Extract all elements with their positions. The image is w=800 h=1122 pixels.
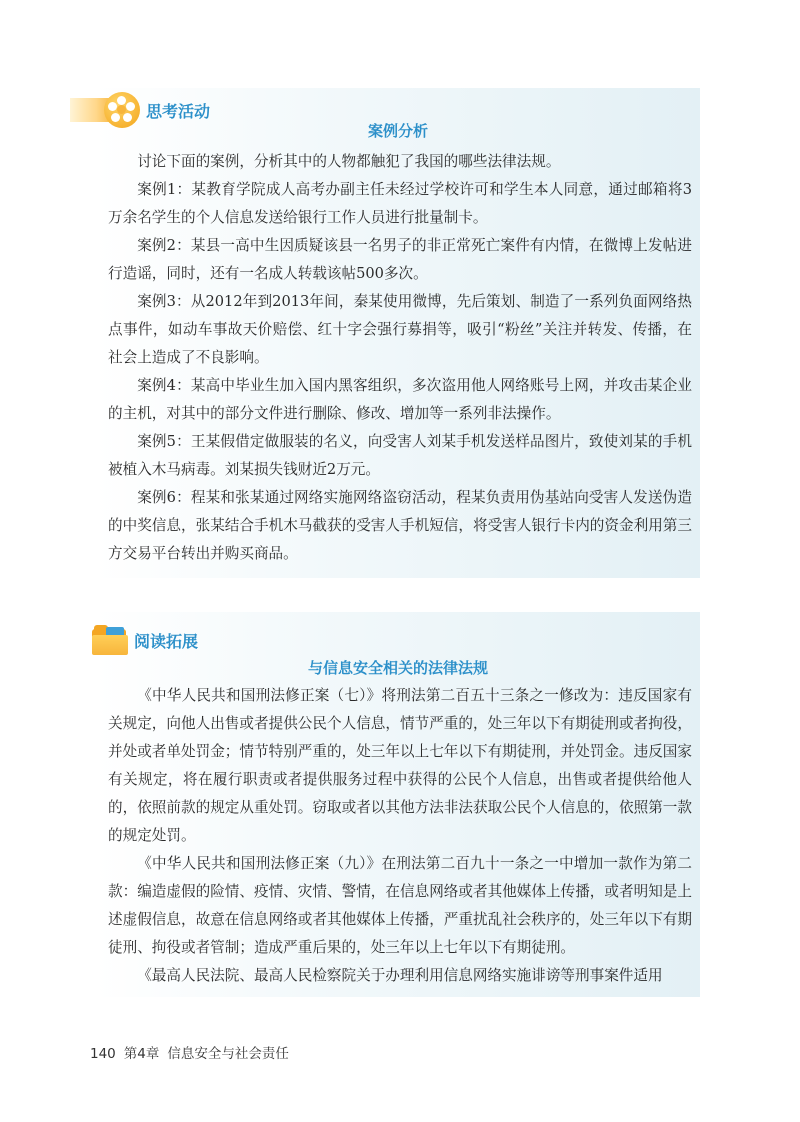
law-text <box>108 682 692 990</box>
folder-icon <box>92 625 128 655</box>
case-analysis-title: 案例分析 <box>367 122 428 140</box>
case-list <box>108 148 692 568</box>
think-activity-title: 思考活动 <box>146 101 211 121</box>
laws-title: 与信息安全相关的法律法规 <box>307 659 488 677</box>
chapter-label: 第4章 <box>123 1046 160 1062</box>
case-3: 案例3：从2012年到2013年间，秦某使用微博，先后策划、制造了一系列负面网络热点事件，如动车事故天价赔偿、红十字会强行募捐等，吸引“粉丝”关注并转发、传播，在社会上造成了不良影响。 <box>108 293 692 366</box>
case-4: 案例4：某高中毕业生加入国内黑客组织，多次盗用他人网络账号上网，并攻击某企业的主机，对其中的部分文件进行删除、修改、增加等一系列非法操作。 <box>108 377 692 422</box>
law-paragraph: 《中华人民共和国刑法修正案（九）》在刑法第二百九十一条之一中增加一款作为第二款：编造虚假的险情、疫情、灾情、警情，在信息网络或者其他媒体上传播，或者明知是上述虚假信息，故意在信息网络或者其他媒体上传播，严重扰乱社会秩序的，处三年以下有期徒刑、拘役或者管制；造成严重后果的，处三年以上七年以下有期徒刑。 <box>108 855 692 956</box>
case-2: 案例2：某县一高中生因质疑该县一名男子的非正常死亡案件有内情，在微博上发帖进行造谣，同时，还有一名成人转载该帖500多次。 <box>108 237 692 282</box>
case-6: 案例6：程某和张某通过网络实施网络盗窃活动，程某负责用伪基站向受害人发送伪造的中奖信息，张某结合手机木马截获的受害人手机短信，将受害人银行卡内的资金利用第三方交易平台转出并购买商品。 <box>108 489 692 562</box>
page-number: 140 <box>90 1046 116 1062</box>
discussion-prompt: 讨论下面的案例，分析其中的人物都触犯了我国的哪些法律法规。 <box>137 153 561 170</box>
case-1: 案例1：某教育学院成人高考办副主任未经过学校许可和学生本人同意，通过邮箱将3万余名学生的个人信息发送给银行工作人员进行批量制卡。 <box>108 181 692 226</box>
law-paragraph: 《中华人民共和国刑法修正案（七）》将刑法第二百五十三条之一修改为：违反国家有关规定，向他人出售或者提供公民个人信息，情节严重的，处三年以下有期徒刑或者拘役，并处或者单处罚金；情节特别严重的，处三年以上七年以下有期徒刑，并处罚金。违反国家有关规定，将在履行职责或者提供服务过程中获得的公民个人信息，出售或者提供给他人的，依照前款的规定从重处罚。窃取或者以其他方法非法获取公民个人信息的，依照第一款的规定处罚。 <box>108 687 692 844</box>
chapter-title: 信息安全与社会责任 <box>167 1046 289 1062</box>
page-footer <box>90 1042 297 1062</box>
case-5: 案例5：王某假借定做服装的名义，向受害人刘某手机发送样品图片，致使刘某的手机被植入木马病毒。刘某损失钱财近2万元。 <box>108 433 692 478</box>
reading-extension-title: 阅读拓展 <box>134 631 199 651</box>
reading-extension-heading <box>92 625 198 655</box>
law-paragraph: 《最高人民法院、最高人民检察院关于办理利用信息网络实施诽谤等刑事案件适用 <box>137 967 663 984</box>
